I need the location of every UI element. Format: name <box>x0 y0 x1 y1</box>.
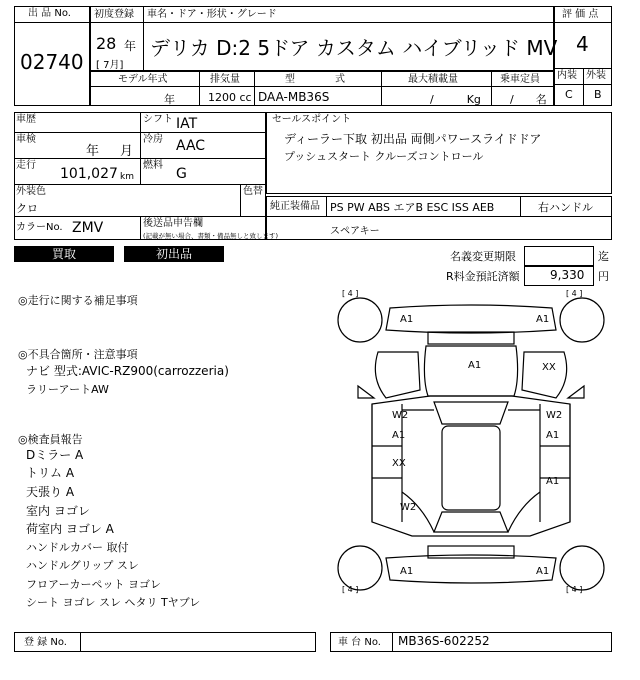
wheel-rear-right <box>560 546 604 590</box>
wheel-rear-left <box>338 546 382 590</box>
car-name-label: 車名・ドア・形状・グレード <box>147 9 277 20</box>
color: クロ <box>16 202 38 215</box>
driving-title: ◎走行に関する補足事項 <box>18 294 138 307</box>
mirror-left <box>358 386 374 398</box>
sales-points-line1: ディーラー下取 初出品 両側パワースライドドア <box>284 132 542 146</box>
type-label: 型 式 <box>285 74 345 85</box>
inspector-line: トリム A <box>26 466 75 480</box>
tire-bl-label: [ 4 ] <box>342 585 359 594</box>
mark-rear-fender-l: W2 <box>400 502 417 513</box>
capacity: / 名 <box>510 93 547 106</box>
mileage-label: 走行 <box>16 160 36 171</box>
mark-front-fender-r: XX <box>542 362 556 373</box>
tire-br-label: [ 4 ] <box>566 585 583 594</box>
interior-label: 内装 <box>557 70 577 81</box>
car-name: デリカ D:2 5ドア カスタム ハイブリッド MV <box>150 36 558 60</box>
inspector-line: 天張り A <box>26 485 75 499</box>
name-change-box <box>524 246 594 266</box>
car-damage-diagram <box>330 286 612 602</box>
inspector-line: Dミラー A <box>26 448 84 462</box>
mark-rear-bumper-r: A1 <box>536 566 550 577</box>
mark-front-bumper-l: A1 <box>400 314 414 325</box>
first-listing-tag: 初出品 <box>124 246 224 262</box>
recycle-label: R料金預託済額 <box>446 270 520 283</box>
first-reg-month: [ 7月] <box>96 60 124 71</box>
reg-no-label: 登 録 No. <box>24 637 67 648</box>
max-load-label: 最大積載量 <box>408 74 458 85</box>
exterior-grade: B <box>594 88 602 101</box>
shaken-label: 車検 <box>16 134 36 145</box>
first-reg-year: 28 <box>96 34 117 53</box>
mark-front-door-l2: A1 <box>392 430 406 441</box>
year-unit: 年 <box>124 39 137 53</box>
ac: AAC <box>176 138 206 154</box>
score: 4 <box>576 32 589 56</box>
sales-points-label: セールスポイント <box>272 114 352 125</box>
bonnet <box>424 346 517 396</box>
defect-line: ラリーアートAW <box>26 383 109 396</box>
inspector-line: 室内 ヨゴレ <box>26 504 90 518</box>
displacement-label: 排気量 <box>210 74 240 85</box>
tire-tr-label: [ 4 ] <box>566 289 583 298</box>
tire-tl-label: [ 4 ] <box>342 289 359 298</box>
windshield <box>434 402 508 424</box>
steering: 右ハンドル <box>538 201 593 214</box>
chassis-no: MB36S-602252 <box>398 634 490 648</box>
rear-window <box>434 512 508 532</box>
mileage-unit: km <box>120 172 134 182</box>
mark-front-door-r2: A1 <box>546 430 560 441</box>
defects-title: ◎不具合箇所・注意事項 <box>18 348 138 361</box>
fuel-label: 燃料 <box>143 160 163 171</box>
mark-front-door-l: W2 <box>392 410 409 421</box>
history-label: 車歴 <box>16 114 36 125</box>
color-label: 外装色 <box>16 186 46 197</box>
recycle-unit: 円 <box>598 270 609 283</box>
fuel: G <box>176 166 187 182</box>
inspector-line: 荷室内 ヨゴレ A <box>26 522 114 536</box>
aftermarket-label: 後送品申告欄 <box>143 218 203 229</box>
lot-no-label: 出 品 No. <box>28 8 71 19</box>
equipment-value: PS PW ABS エアB ESC ISS AEB <box>330 201 495 214</box>
inspector-line: ハンドルグリップ スレ <box>26 559 139 572</box>
mark-rear-bumper-l: A1 <box>400 566 414 577</box>
roof <box>442 426 500 510</box>
mark-front-door-r: W2 <box>546 410 563 421</box>
shaken-month: 月 <box>120 144 134 159</box>
equipment-label: 純正装備品 <box>270 201 320 212</box>
color-no-label: カラーNo. <box>16 222 63 233</box>
equipment-second: スペアキー <box>330 226 380 237</box>
aftermarket-note: (記載が無い場合、書類・備品無しと致します) <box>143 232 279 240</box>
shift-label: シフト <box>143 114 173 125</box>
inspector-title: ◎検査員報告 <box>18 433 83 446</box>
first-reg-label: 初度登録 <box>94 9 134 20</box>
front-fender-right <box>522 352 567 398</box>
mark-front-bumper-r: A1 <box>536 314 550 325</box>
shaken-year: 年 <box>86 144 100 159</box>
mark-bonnet: A1 <box>468 360 482 371</box>
recycle-value: 9,330 <box>550 268 585 282</box>
name-change-unit: 迄 <box>598 250 609 263</box>
model-year-label: モデル年式 <box>118 74 168 85</box>
max-load: / Kg <box>430 93 481 106</box>
model-year-unit: 年 <box>164 93 175 106</box>
mirror-right <box>568 386 584 398</box>
capacity-label: 乗車定員 <box>500 74 540 85</box>
displacement: 1200 cc <box>208 91 252 104</box>
wheel-front-left <box>338 298 382 342</box>
chassis-label: 車 台 No. <box>338 637 381 648</box>
interior-grade: C <box>565 88 573 101</box>
color-no: ZMV <box>72 220 104 236</box>
exterior-label: 外装 <box>586 70 606 81</box>
front-fender-left <box>375 352 420 398</box>
defect-line: ナビ 型式:AVIC-RZ900(carrozzeria) <box>26 364 229 378</box>
mark-rear-door-r: A1 <box>546 476 560 487</box>
mark-rear-door-l: XX <box>392 458 406 469</box>
shift: IAT <box>176 116 198 132</box>
wheel-front-right <box>560 298 604 342</box>
mileage: 101,027 <box>60 166 118 182</box>
lot-no: 02740 <box>20 50 84 74</box>
score-label: 評 価 点 <box>562 9 599 20</box>
inspector-line: フロアーカーペット ヨゴレ <box>26 578 161 591</box>
type-value: DAA-MB36S <box>258 90 330 104</box>
name-change-label: 名義変更期限 <box>450 250 516 263</box>
buy-tag: 買取 <box>14 246 114 262</box>
inspector-line: ハンドルカバー 取付 <box>26 541 129 554</box>
inspector-line: シート ヨゴレ スレ ヘタリ Tヤブレ <box>26 596 201 609</box>
recolor-label: 色替 <box>243 186 263 197</box>
ac-label: 冷房 <box>143 134 163 145</box>
sales-points-line2: プッシュスタート クルーズコントロール <box>284 150 484 163</box>
